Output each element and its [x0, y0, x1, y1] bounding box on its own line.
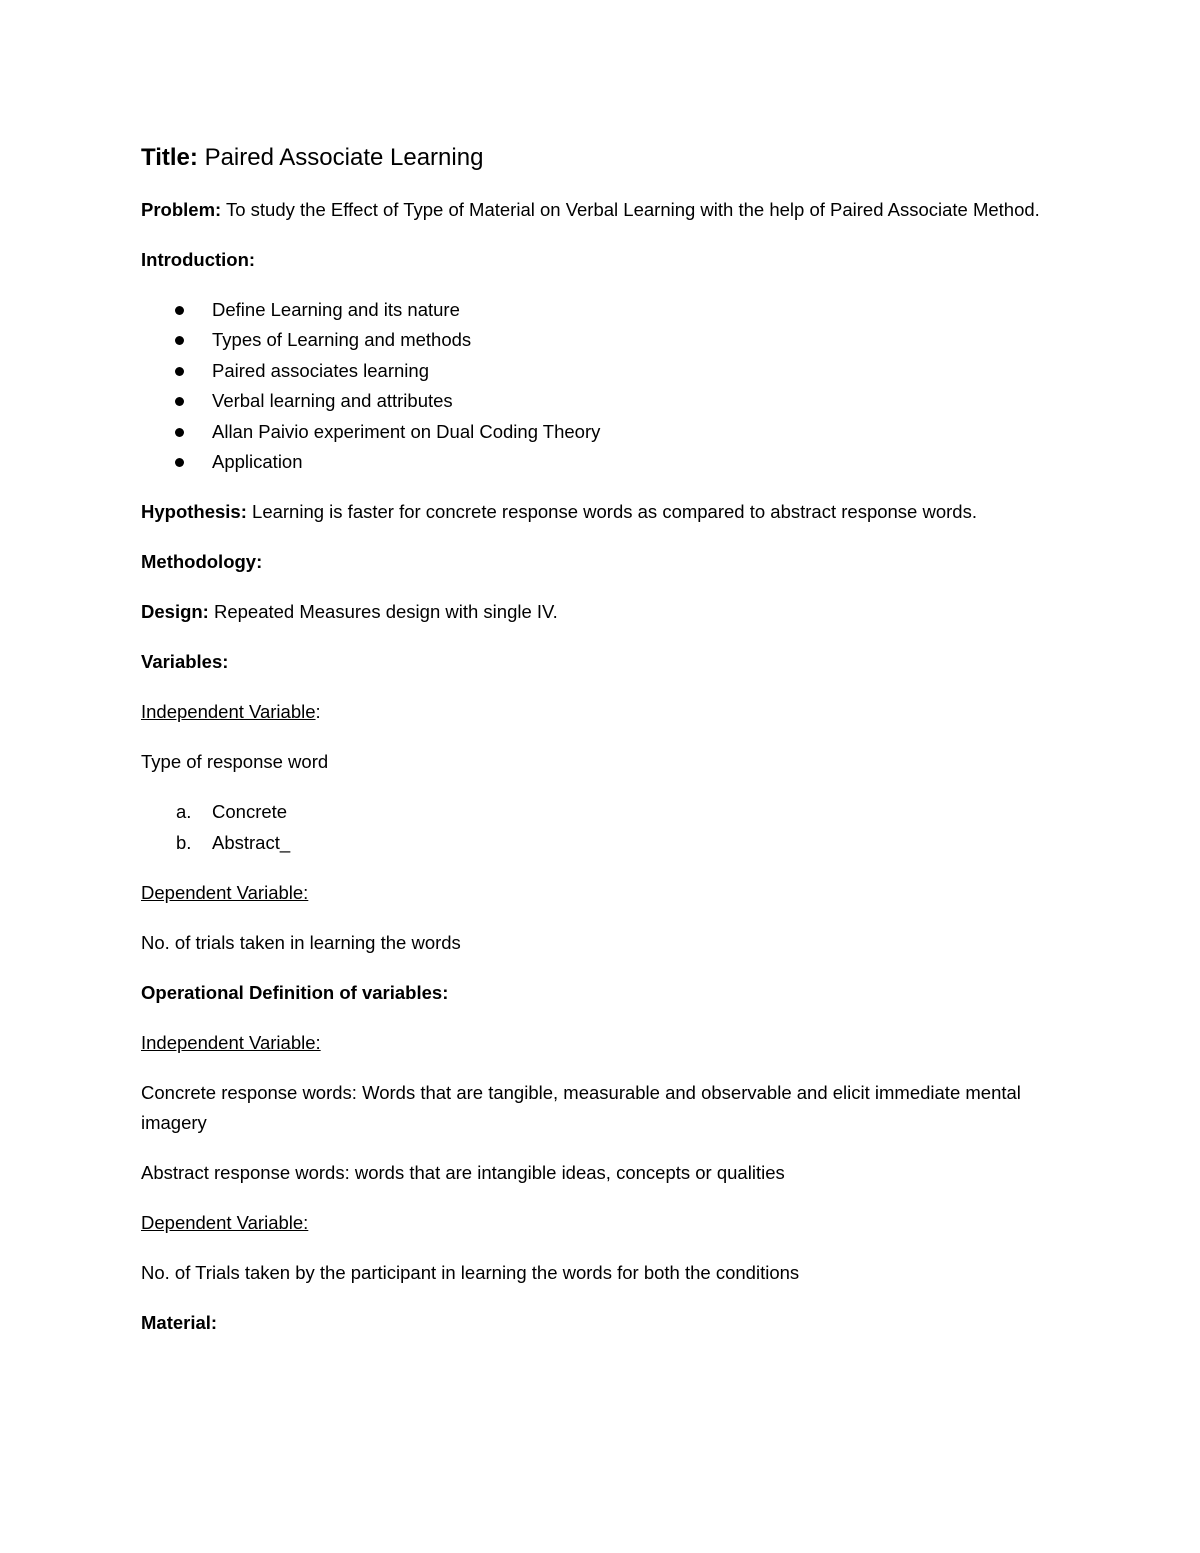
iv-description: Type of response word	[141, 751, 329, 773]
methodology-heading	[141, 547, 1041, 577]
material-label: Material:	[141, 1312, 218, 1334]
problem-text: To study the Effect of Type of Material on Verbal Learning with the help of Paired Associate Method.	[221, 199, 1040, 220]
iv-colon: :	[315, 701, 321, 723]
op-dv-label: Dependent Variable:	[141, 1212, 309, 1234]
op-iv-heading	[141, 1028, 1041, 1058]
hypothesis-paragraph	[141, 497, 1041, 527]
iv-label: Independent Variable	[141, 701, 316, 723]
variables-heading	[141, 647, 1041, 677]
introduction-label: Introduction:	[141, 249, 256, 270]
problem-label: Problem:	[141, 199, 222, 220]
bullet-icon	[175, 428, 184, 437]
title-text: Paired Associate Learning	[197, 144, 484, 171]
list-item	[141, 828, 1041, 858]
bullet-icon	[175, 367, 184, 376]
material-heading	[141, 1308, 1041, 1338]
list-item-text: Abstract_	[212, 831, 291, 853]
variables-label: Variables:	[141, 651, 229, 673]
op-dv-heading	[141, 1208, 1041, 1238]
opdef-heading	[141, 978, 1041, 1008]
list-item	[141, 797, 1041, 827]
list-item-text: Application	[212, 451, 303, 473]
list-item-text: Types of Learning and methods	[212, 329, 472, 351]
document-body	[141, 140, 1041, 1358]
bullet-icon	[175, 458, 184, 467]
bullet-icon	[175, 336, 184, 345]
iv-levels-list	[141, 797, 1041, 858]
dv-label: Dependent Variable:	[141, 882, 309, 904]
list-item-text: Paired associates learning	[212, 359, 429, 381]
list-item	[141, 325, 1041, 355]
hypothesis-text: Learning is faster for concrete response words as compared to abstract response words.	[246, 501, 977, 523]
bullet-icon	[175, 306, 184, 315]
op-concrete-paragraph: Concrete response words: Words that are tangible, measurable and observable and elicit immediate mental imagery	[141, 1082, 1021, 1134]
op-dv-paragraph: No. of Trials taken by the participant in learning the words for both the conditions	[141, 1262, 800, 1284]
document-title	[141, 140, 1041, 176]
list-item-text: Verbal learning and attributes	[212, 390, 453, 412]
list-item-text: Concrete	[212, 801, 288, 823]
list-item-text: Allan Paivio experiment on Dual Coding Theory	[212, 420, 601, 442]
design-paragraph	[141, 597, 1041, 627]
list-item	[141, 356, 1041, 386]
dv-heading	[141, 878, 1041, 908]
hypothesis-label: Hypothesis:	[141, 501, 247, 523]
iv-heading	[141, 697, 1041, 727]
list-marker: b.	[176, 831, 192, 853]
methodology-label: Methodology:	[141, 551, 263, 573]
op-abstract-paragraph: Abstract response words: words that are intangible ideas, concepts or qualities	[141, 1162, 785, 1184]
list-item	[141, 417, 1041, 447]
list-marker: a.	[176, 801, 192, 823]
introduction-heading	[141, 245, 1041, 275]
design-label: Design:	[141, 601, 209, 623]
list-item-text: Define Learning and its nature	[212, 299, 460, 320]
list-item	[141, 386, 1041, 416]
dv-description: No. of trials taken in learning the words	[141, 932, 461, 954]
list-item	[141, 447, 1041, 477]
title-label: Title:	[141, 144, 198, 171]
introduction-list	[141, 295, 1041, 477]
bullet-icon	[175, 397, 184, 406]
problem-paragraph	[141, 195, 1041, 225]
op-iv-label: Independent Variable:	[141, 1032, 321, 1054]
opdef-label: Operational Definition of variables:	[141, 982, 449, 1004]
list-item	[141, 295, 1041, 325]
design-text: Repeated Measures design with single IV.	[208, 601, 558, 623]
